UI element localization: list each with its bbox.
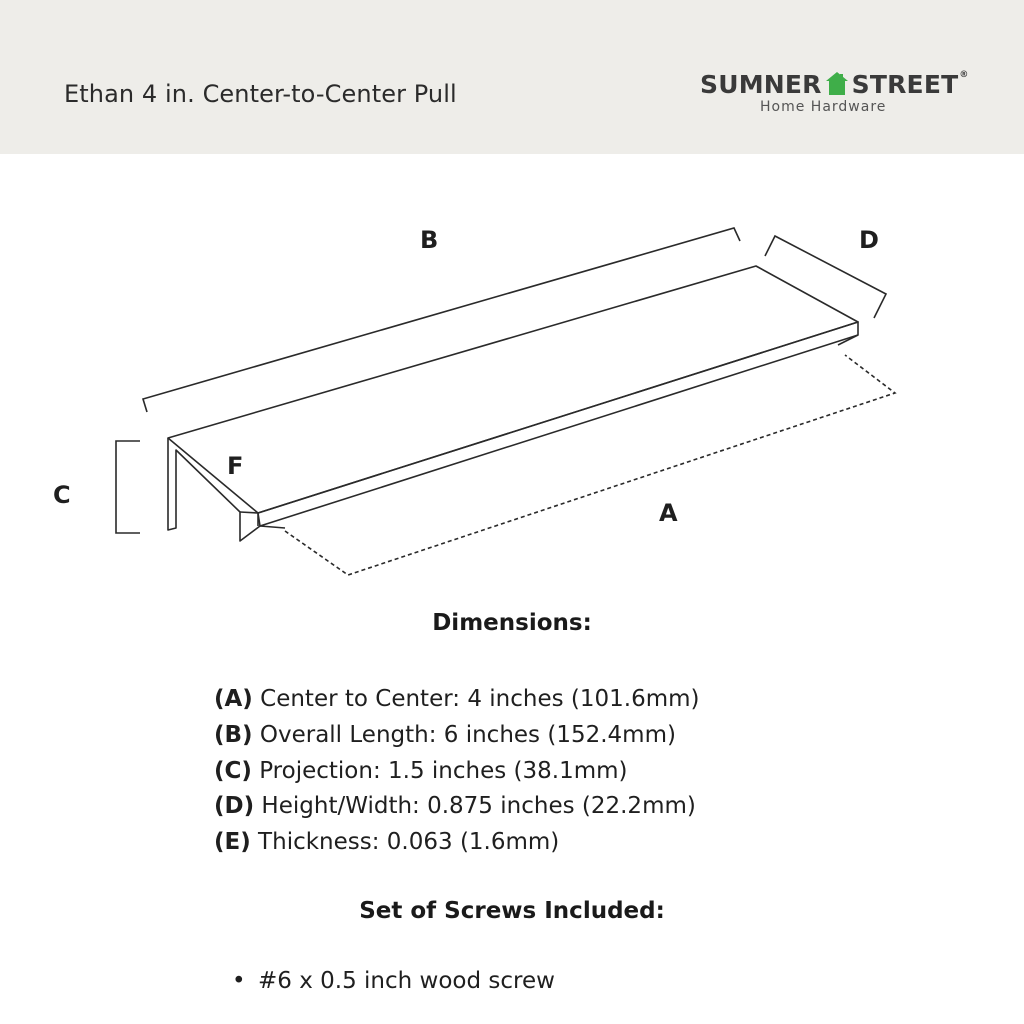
projection-bracket (116, 441, 140, 533)
dimensions-title: Dimensions: (432, 610, 592, 636)
dimension-code: (B) (214, 721, 253, 748)
pull-top-face (168, 266, 858, 513)
dimension-item-a (214, 682, 700, 718)
registered-mark: ® (959, 70, 969, 80)
label-b: B (420, 226, 439, 254)
screw-text: #6 x 0.5 inch wood screw (258, 968, 555, 994)
screws-list (232, 968, 555, 994)
bullet-icon: • (232, 968, 246, 994)
dimension-text: Center to Center: 4 inches (101.6mm) (252, 686, 700, 712)
dimension-code: (D) (214, 793, 255, 820)
brand-logo (700, 62, 990, 122)
screw-item (232, 968, 555, 994)
dimension-text: Height/Width: 0.875 inches (22.2mm) (254, 793, 696, 820)
dimension-item-e (214, 825, 700, 861)
dimension-code: (E) (214, 829, 251, 856)
dimensions-list (214, 682, 700, 861)
logo-wordmark (700, 70, 969, 99)
dimension-code: (A) (214, 686, 253, 712)
logo-tagline: Home Hardware (760, 99, 887, 115)
label-f: F (227, 452, 244, 480)
dimension-code: (C) (214, 757, 252, 784)
label-d: D (859, 226, 879, 254)
label-c: C (53, 481, 71, 509)
product-title: Ethan 4 in. Center-to-Center Pull (64, 80, 457, 108)
dimension-item-b (214, 718, 700, 754)
dimension-text: Overall Length: 6 inches (152.4mm) (252, 721, 676, 748)
dimension-item-d (214, 789, 700, 825)
logo-right-word: STREET (851, 70, 959, 99)
screws-title: Set of Screws Included: (359, 898, 665, 924)
label-a: A (659, 499, 678, 527)
dimension-diagram (0, 154, 1024, 604)
logo-left-word: SUMNER (700, 70, 822, 99)
header-band (0, 0, 1024, 154)
dimension-text: Thickness: 0.063 (1.6mm) (250, 829, 560, 856)
house-icon (825, 70, 849, 96)
dimension-text: Projection: 1.5 inches (38.1mm) (251, 757, 628, 784)
pull-drawing (0, 154, 1024, 604)
dimension-item-c (214, 754, 700, 790)
